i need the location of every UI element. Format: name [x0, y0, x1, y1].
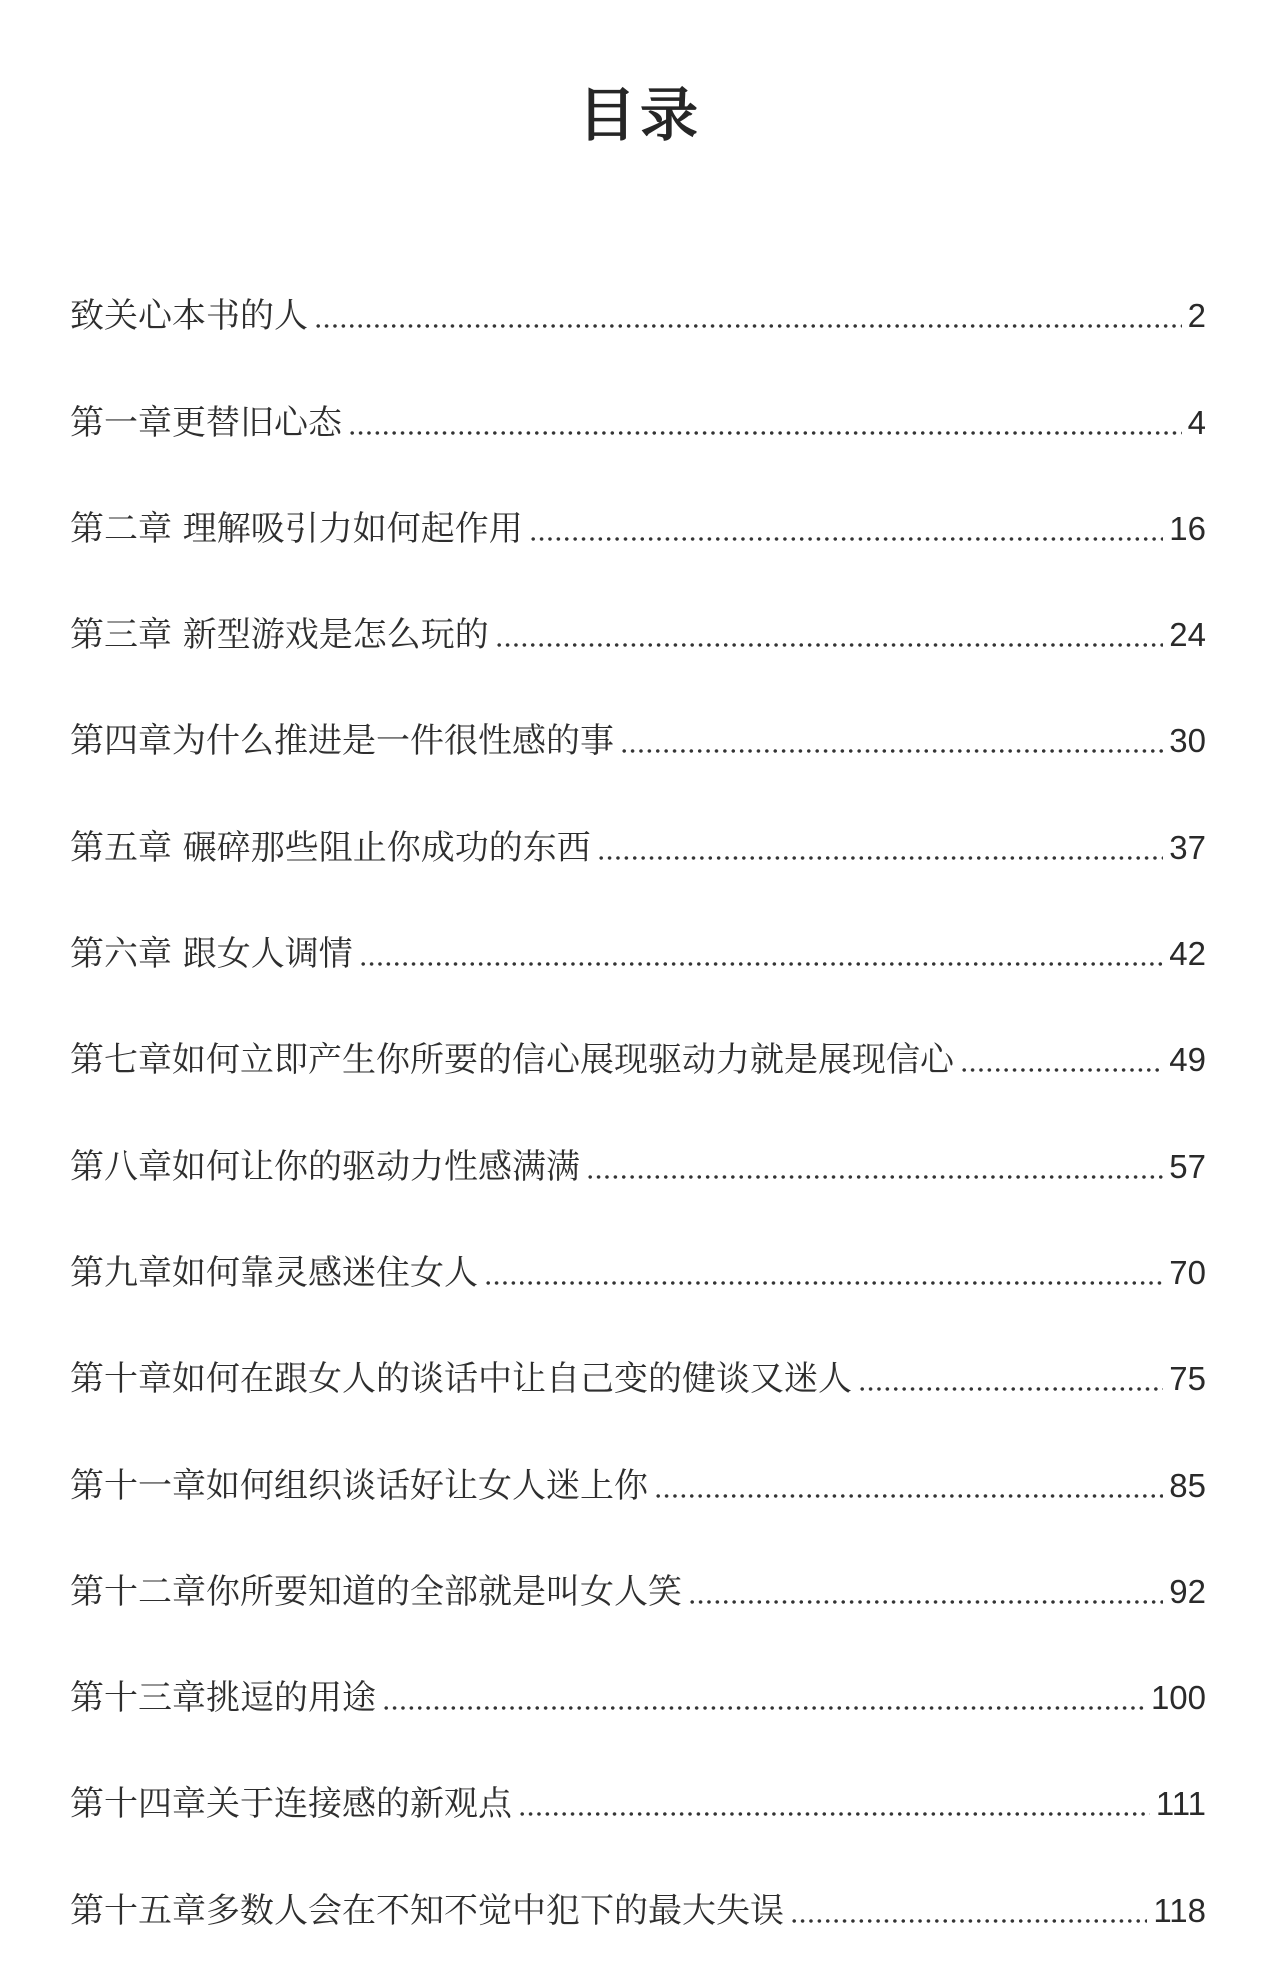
dot-leader: [597, 856, 1163, 860]
toc-entry-preface[interactable]: [70, 262, 1206, 368]
dot-leader: [484, 1281, 1163, 1285]
table-of-contents: [70, 262, 1206, 1963]
toc-entry-chapter-6[interactable]: [70, 900, 1206, 1006]
toc-entry-label: 第十一章如何组织谈话好让女人迷上你: [70, 1465, 648, 1506]
toc-entry-page-number: 30: [1169, 722, 1206, 760]
toc-entry-page-number: 75: [1169, 1360, 1206, 1398]
toc-entry-label: 第十五章多数人会在不知不觉中犯下的最大失误: [70, 1890, 784, 1931]
toc-entry-chapter-8[interactable]: [70, 1112, 1206, 1218]
toc-entry-chapter-12[interactable]: [70, 1538, 1206, 1644]
toc-entry-label: 第三章 新型游戏是怎么玩的: [70, 615, 489, 656]
toc-entry-page-number: 16: [1169, 509, 1206, 547]
toc-entry-label: 第一章更替旧心态: [70, 402, 342, 443]
toc-entry-page-number: 4: [1187, 403, 1206, 441]
toc-entry-page-number: 92: [1169, 1572, 1206, 1610]
toc-entry-page-number: 118: [1153, 1891, 1206, 1929]
page-title: 目录: [577, 80, 702, 149]
dot-leader: [654, 1494, 1163, 1498]
toc-entry-label: 第九章如何靠灵感迷住女人: [70, 1252, 478, 1293]
dot-leader: [790, 1919, 1147, 1923]
toc-entry-label: 第十三章挑逗的用途: [70, 1678, 376, 1719]
toc-entry-page-number: 111: [1155, 1785, 1206, 1823]
toc-entry-chapter-15[interactable]: [70, 1856, 1206, 1962]
toc-entry-page-number: 85: [1169, 1466, 1206, 1504]
toc-entry-page-number: 49: [1169, 1041, 1206, 1079]
toc-entry-page-number: 70: [1169, 1253, 1206, 1291]
toc-entry-label: 致关心本书的人: [70, 296, 308, 337]
dot-leader: [518, 1812, 1150, 1816]
toc-entry-chapter-14[interactable]: [70, 1750, 1206, 1856]
dot-leader: [960, 1068, 1163, 1072]
toc-entry-chapter-2[interactable]: [70, 475, 1206, 581]
dot-leader: [348, 431, 1182, 435]
toc-entry-chapter-7[interactable]: [70, 1006, 1206, 1112]
toc-entry-chapter-5[interactable]: [70, 793, 1206, 899]
toc-entry-page-number: 24: [1169, 616, 1206, 654]
toc-entry-label: 第五章 碾碎那些阻止你成功的东西: [70, 827, 591, 868]
toc-entry-chapter-11[interactable]: [70, 1431, 1206, 1537]
dot-leader: [314, 324, 1182, 328]
toc-entry-page-number: 57: [1169, 1147, 1206, 1185]
dot-leader: [586, 1175, 1163, 1179]
dot-leader: [620, 749, 1163, 753]
dot-leader: [688, 1600, 1163, 1604]
dot-leader: [382, 1706, 1145, 1710]
toc-entry-label: 第十四章关于连接感的新观点: [70, 1784, 512, 1825]
toc-entry-chapter-13[interactable]: [70, 1644, 1206, 1750]
toc-entry-chapter-3[interactable]: [70, 581, 1206, 687]
toc-entry-label: 第四章为什么推进是一件很性感的事: [70, 721, 614, 762]
toc-entry-page-number: 37: [1169, 828, 1206, 866]
toc-entry-page-number: 100: [1150, 1679, 1206, 1717]
toc-entry-page-number: 42: [1169, 935, 1206, 973]
toc-entry-label: 第十二章你所要知道的全部就是叫女人笑: [70, 1571, 682, 1612]
toc-entry-label: 第七章如何立即产生你所要的信心展现驱动力就是展现信心: [70, 1040, 954, 1081]
toc-entry-chapter-1[interactable]: [70, 368, 1206, 474]
dot-leader: [359, 962, 1163, 966]
dot-leader: [858, 1387, 1163, 1391]
toc-entry-label: 第八章如何让你的驱动力性感满满: [70, 1146, 580, 1187]
toc-entry-page-number: 2: [1187, 297, 1206, 335]
toc-entry-chapter-10[interactable]: [70, 1325, 1206, 1431]
toc-entry-chapter-4[interactable]: [70, 687, 1206, 793]
dot-leader: [495, 643, 1163, 647]
toc-entry-label: 第六章 跟女人调情: [70, 934, 353, 975]
toc-entry-label: 第二章 理解吸引力如何起作用: [70, 508, 523, 549]
dot-leader: [529, 537, 1163, 541]
toc-entry-label: 第十章如何在跟女人的谈话中让自己变的健谈又迷人: [70, 1359, 852, 1400]
toc-entry-chapter-9[interactable]: [70, 1219, 1206, 1325]
